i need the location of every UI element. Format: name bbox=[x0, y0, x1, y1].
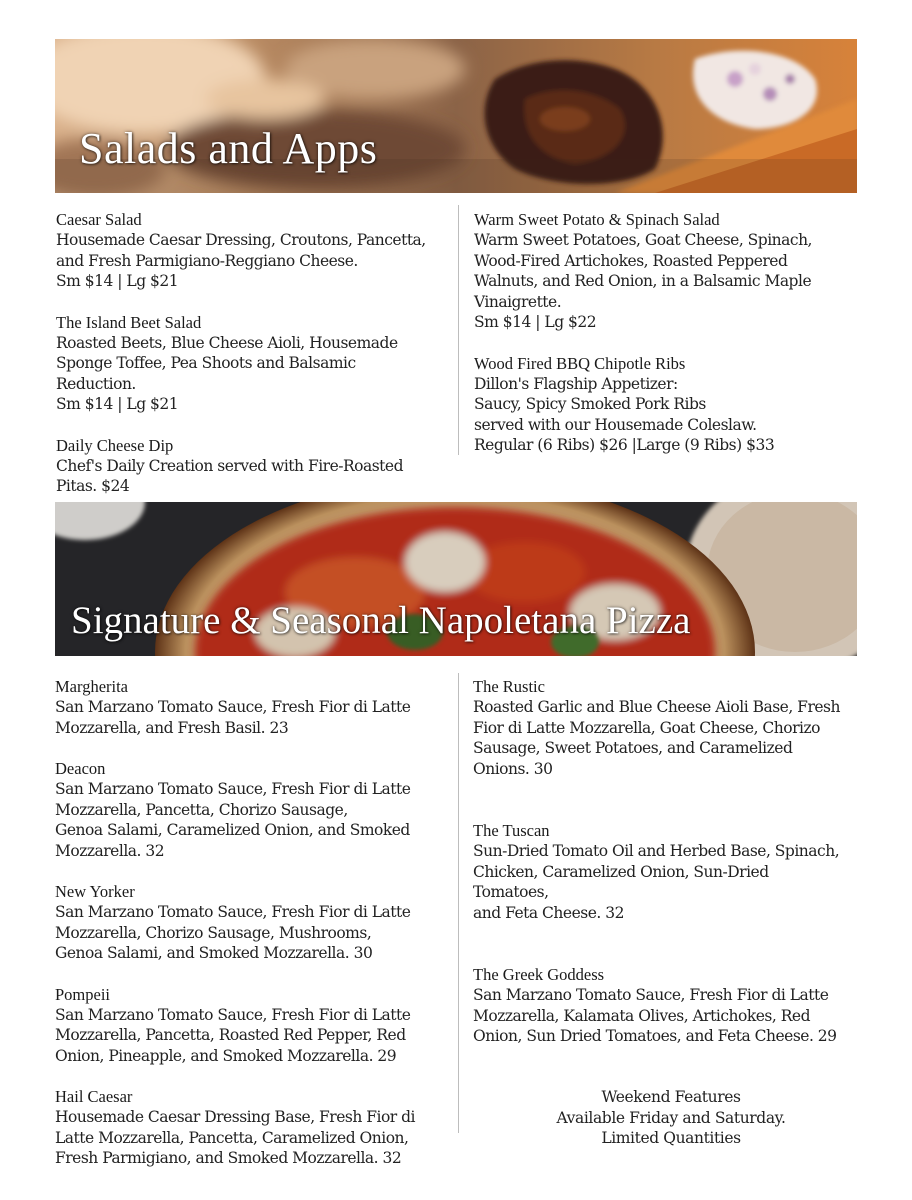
column-divider bbox=[458, 205, 459, 455]
item-name: Pompeii bbox=[55, 984, 111, 1004]
item-description: Roasted Garlic and Blue Cheese Aioli Base, Fresh Fior di Latte Mozzarella, Goat Cheese, Chorizo Sausage, Sweet Potatoes, and Caramelized Onions. 30 bbox=[473, 698, 840, 778]
item-description: San Marzano Tomato Sauce, Fresh Fior di Latte Mozzarella, Pancetta, Roasted Red Pepper, Red Onion, Pineapple, and Smoked Mozzarella. 29 bbox=[55, 1005, 411, 1065]
menu-item bbox=[56, 435, 454, 497]
item-description: Chef's Daily Creation served with Fire-Roasted Pitas. $24 bbox=[56, 456, 404, 495]
features-heading: Weekend Features bbox=[601, 1088, 741, 1106]
item-name: The Greek Goddess bbox=[473, 965, 605, 984]
menu-item bbox=[55, 984, 455, 1067]
item-name: New Yorker bbox=[55, 882, 135, 901]
item-name: Margherita bbox=[55, 677, 129, 696]
menu-item bbox=[55, 1086, 455, 1169]
menu-item bbox=[55, 758, 455, 861]
item-name: The Tuscan bbox=[473, 821, 550, 840]
item-name: The Island Beet Salad bbox=[56, 312, 202, 332]
column-divider bbox=[458, 673, 459, 1133]
salads-title: Salads and Apps bbox=[79, 124, 378, 173]
salads-banner bbox=[55, 39, 857, 193]
item-name: Warm Sweet Potato & Spinach Salad bbox=[474, 210, 720, 229]
menu-item bbox=[474, 353, 874, 456]
item-description: Roasted Beets, Blue Cheese Aioli, Housemade Sponge Toffee, Pea Shoots and Balsamic Reduction. Sm $14 | Lg $21 bbox=[56, 333, 398, 413]
item-description: Warm Sweet Potatoes, Goat Cheese, Spinach, Wood-Fired Artichokes, Roasted Peppered Walnuts, and Red Onion, in a Balsamic Maple Vinaigrette. Sm $14 | Lg $22 bbox=[474, 231, 812, 331]
item-name: The Rustic bbox=[473, 677, 545, 696]
item-name: Caesar Salad bbox=[56, 210, 142, 229]
menu-item bbox=[474, 209, 874, 333]
item-description: San Marzano Tomato Sauce, Fresh Fior di Latte Mozzarella, Pancetta, Chorizo Sausage, Genoa Salami, Caramelized Onion, and Smoked Mozzarella. 32 bbox=[55, 780, 411, 860]
features-availability: Available Friday and Saturday. bbox=[556, 1108, 786, 1127]
item-name: Hail Caesar bbox=[55, 1087, 133, 1106]
weekend-features bbox=[470, 1087, 872, 1149]
features-note: Limited Quantities bbox=[601, 1129, 741, 1147]
menu-item bbox=[55, 676, 455, 738]
menu-item bbox=[473, 820, 875, 923]
item-description: Dillon's Flagship Appetizer: Saucy, Spicy Smoked Pork Ribs served with our Housemade Coleslaw. Regular (6 Ribs) $26 |Large (9 Ribs) $33 bbox=[474, 374, 775, 454]
pizza-title: Signature & Seasonal Napoletana Pizza bbox=[71, 599, 691, 642]
pizza-left-column bbox=[55, 676, 455, 1189]
item-name: Daily Cheese Dip bbox=[56, 435, 174, 455]
item-description: Sun-Dried Tomato Oil and Herbed Base, Spinach, Chicken, Caramelized Onion, Sun-Dried Tomatoes, and Feta Cheese. 32 bbox=[473, 842, 840, 922]
menu-item bbox=[56, 312, 454, 415]
pizza-right-column bbox=[473, 676, 875, 1067]
item-description: San Marzano Tomato Sauce, Fresh Fior di Latte Mozzarella, Kalamata Olives, Artichokes, Red Onion, Sun Dried Tomatoes, and Feta Cheese. 29 bbox=[473, 986, 837, 1045]
salads-right-column bbox=[474, 209, 874, 476]
menu-item bbox=[56, 209, 454, 292]
item-name: Wood Fired BBQ Chipotle Ribs bbox=[474, 353, 686, 373]
item-description: San Marzano Tomato Sauce, Fresh Fior di Latte Mozzarella, Chorizo Sausage, Mushrooms, Genoa Salami, and Smoked Mozzarella. 30 bbox=[55, 903, 411, 962]
salads-left-column bbox=[56, 209, 454, 517]
menu-item bbox=[55, 881, 455, 964]
item-name: Deacon bbox=[55, 759, 106, 778]
item-description: Housemade Caesar Dressing Base, Fresh Fior di Latte Mozzarella, Pancetta, Caramelized Onion, Fresh Parmigiano, and Smoked Mozzarella. 32 bbox=[55, 1108, 416, 1167]
menu-item bbox=[473, 964, 875, 1047]
pizza-banner bbox=[55, 502, 857, 656]
item-description: San Marzano Tomato Sauce, Fresh Fior di Latte Mozzarella, and Fresh Basil. 23 bbox=[55, 698, 411, 737]
item-description: Housemade Caesar Dressing, Croutons, Pancetta, and Fresh Parmigiano-Reggiano Cheese. Sm $14 | Lg $21 bbox=[56, 231, 426, 290]
menu-item bbox=[473, 676, 875, 779]
